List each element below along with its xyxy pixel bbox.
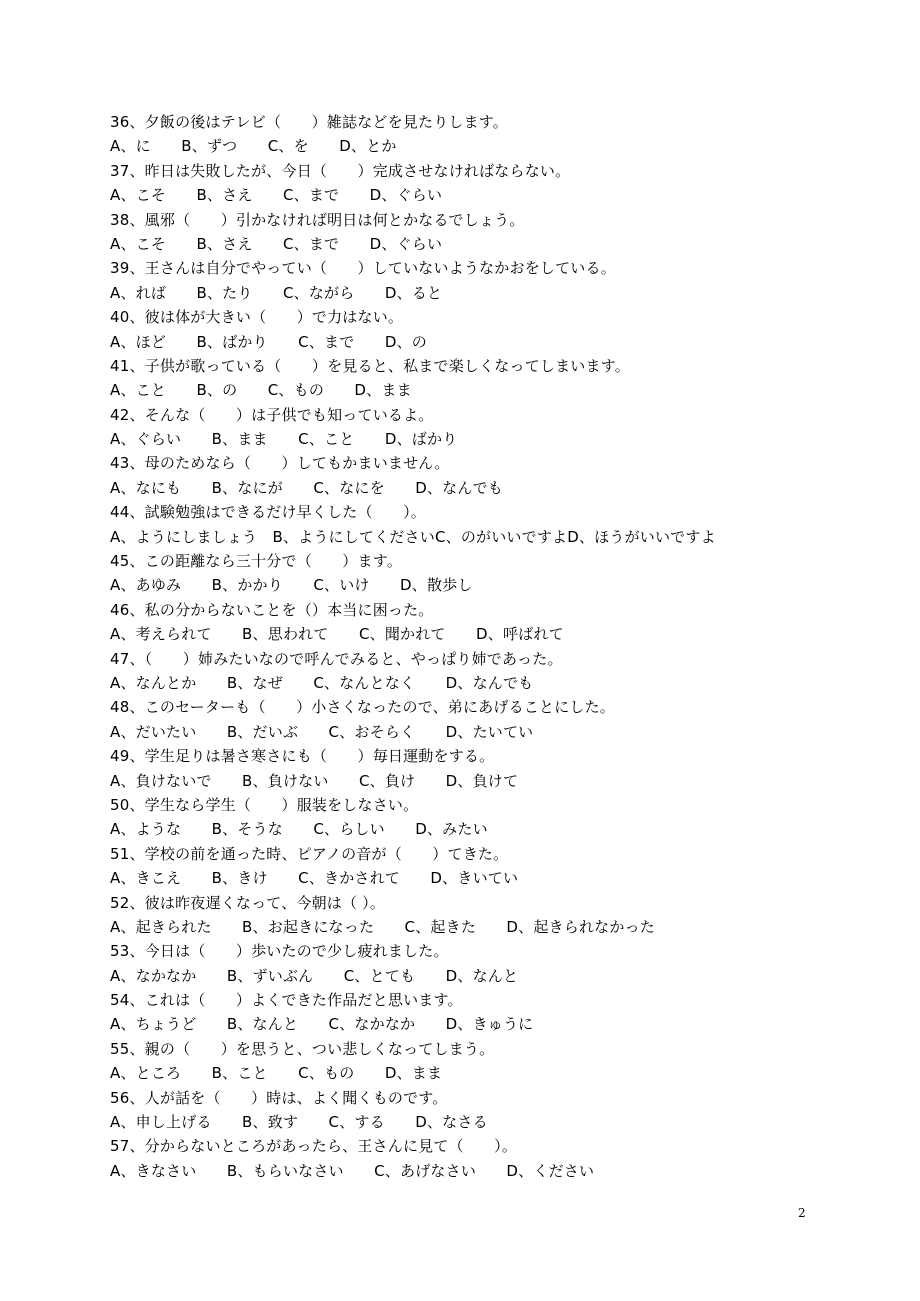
answer-options: A、だいたい B、だいぶ C、おそらく D、たいてい	[110, 722, 534, 741]
answer-options: A、なんとか B、なぜ C、なんとなく D、なんでも	[110, 673, 534, 692]
question-text: 44、試験勉強はできるだけ早くした（ ）。	[110, 503, 426, 522]
answer-options: A、こそ B、さえ C、まで D、ぐらい	[110, 234, 443, 253]
answer-options: A、ちょうど B、なんと C、なかなか D、きゅうに	[110, 1015, 534, 1034]
answer-options: A、こと B、の C、もの D、まま	[110, 381, 412, 400]
question-text: 40、彼は体が大きい（ ）で力はない。	[110, 308, 404, 327]
question-text: 47、（ ）姉みたいなので呼んでみると、やっぱり姉であった。	[110, 649, 563, 668]
question-text: 38、風邪（ ）引かなければ明日は何とかなるでしょう。	[110, 210, 525, 229]
question-text: 55、親の（ ）を思うと、つい悲しくなってしまう。	[110, 1039, 495, 1058]
answer-options: A、きなさい B、もらいなさい C、あげなさい D、ください	[110, 1161, 595, 1180]
answer-options: A、起きられた B、お起きになった C、起きた D、起きられなかった	[110, 917, 655, 936]
answer-options: A、こそ B、さえ C、まで D、ぐらい	[110, 186, 443, 205]
question-text: 49、学生足りは暑さ寒さにも（ ）毎日運動をする。	[110, 747, 495, 766]
question-text: 54、これは（ ）よくできた作品だと思います。	[110, 991, 463, 1010]
answer-options: A、申し上げる B、致す C、する D、なさる	[110, 1113, 488, 1132]
question-text: 42、そんな（ ）は子供でも知っているよ。	[110, 405, 434, 424]
answer-options: A、あゆみ B、かかり C、いけ D、散歩し	[110, 576, 473, 595]
answer-options: A、に B、ずつ C、を D、とか	[110, 137, 397, 156]
answer-options: A、なかなか B、ずいぶん C、とても D、なんと	[110, 966, 519, 985]
question-text: 50、学生なら学生（ ）服装をしなさい。	[110, 795, 419, 814]
question-text: 46、私の分からないことを（）本当に困った。	[110, 600, 434, 619]
question-text: 52、彼は昨夜遅くなって、今朝は（ ）。	[110, 893, 386, 912]
answer-options: A、ような B、そうな C、らしい D、みたい	[110, 820, 488, 839]
question-text: 36、夕飯の後はテレビ（ ）雑誌などを見たりします。	[110, 113, 508, 131]
question-text: 51、学校の前を通った時、ピアノの音が（ ）てきた。	[110, 844, 509, 863]
answer-options: A、負けないで B、負けない C、負け D、負けて	[110, 771, 519, 790]
answer-options: A、考えられて B、思われて C、聞かれて D、呼ばれて	[110, 625, 564, 644]
answer-options: A、ようにしましょう B、ようにしてくださいC、のがいいですよD、ほうがいいですよ	[110, 527, 716, 546]
answer-options: A、れば B、たり C、ながら D、ると	[110, 283, 443, 302]
question-text: 48、このセーターも（ ）小さくなったので、弟にあげることにした。	[110, 698, 615, 717]
page-number: 2	[798, 1206, 806, 1220]
question-text: 56、人が話を（ ）時は、よく聞くものです。	[110, 1088, 448, 1107]
answer-options: A、ほど B、ばかり C、まで D、の	[110, 332, 427, 351]
answer-options: A、なにも B、なにが C、なにを D、なんでも	[110, 478, 503, 497]
question-text: 41、子供が歌っている（ ）を見ると、私まで楽しくなってしまいます。	[110, 356, 630, 375]
question-text: 45、この距離なら三十分で（ ）ます。	[110, 552, 402, 571]
question-text: 53、今日は（ ）歩いたので少し疲れました。	[110, 942, 449, 961]
question-text: 37、昨日は失敗したが、今日（ ）完成させなければならない。	[110, 161, 571, 180]
answer-options: A、ぐらい B、まま C、こと D、ばかり	[110, 430, 458, 449]
answer-options: A、きこえ B、きけ C、きかされて D、きいてい	[110, 869, 519, 888]
question-text: 57、分からないところがあったら、王さんに見て（ ）。	[110, 1137, 518, 1156]
answer-options: A、ところ B、こと C、もの D、まま	[110, 1064, 443, 1083]
question-text: 43、母のためなら（ ）してもかまいません。	[110, 454, 450, 473]
question-text: 39、王さんは自分でやってい（ ）していないようなかおをしている。	[110, 259, 616, 278]
question-list	[110, 110, 830, 1183]
